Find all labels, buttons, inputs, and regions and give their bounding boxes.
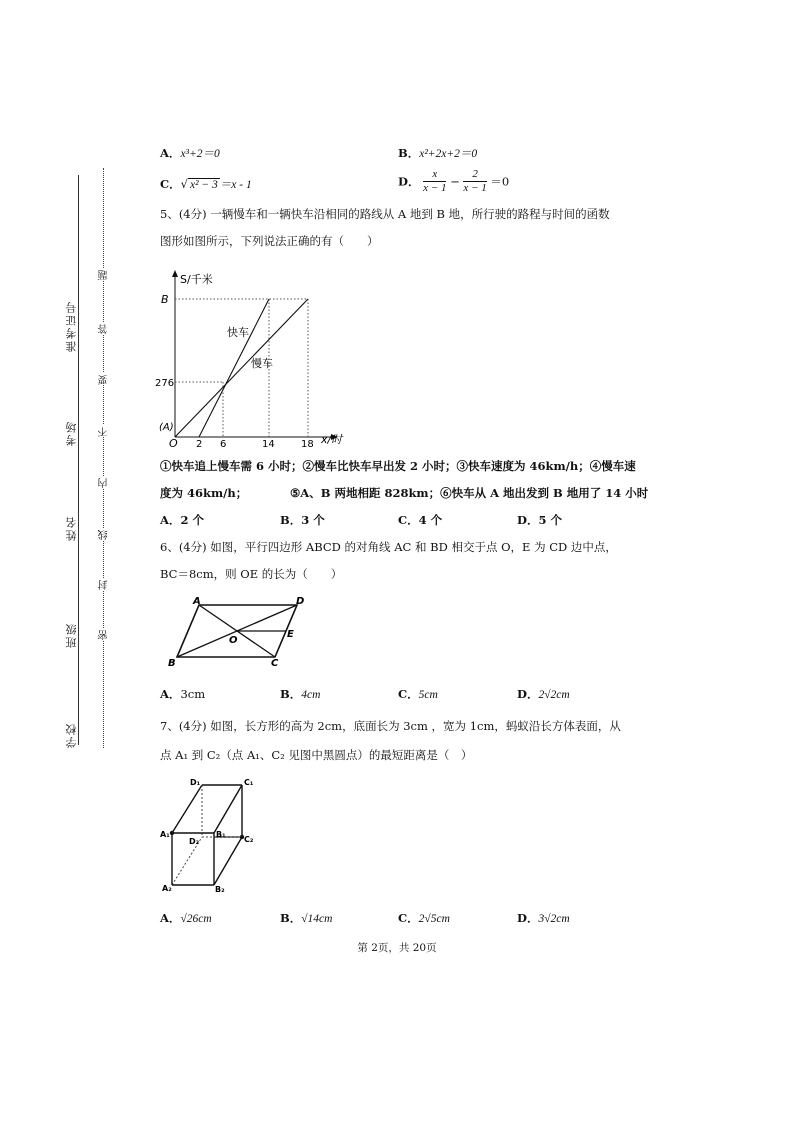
q6-option-b bbox=[280, 686, 320, 703]
q5-option-b bbox=[280, 512, 325, 528]
q4-option-a bbox=[160, 145, 220, 162]
q4-option-d bbox=[398, 168, 509, 195]
q6-option-c bbox=[398, 686, 438, 703]
option-label: A． bbox=[160, 687, 181, 701]
q6-option-a bbox=[160, 686, 205, 702]
fraction bbox=[463, 168, 486, 195]
seal-char: 线 bbox=[99, 528, 110, 540]
slow-car-line bbox=[175, 299, 308, 437]
option-label: B． bbox=[280, 513, 302, 527]
label-school: 学校 bbox=[65, 722, 78, 748]
minus-sign: − bbox=[450, 174, 460, 189]
label-B1: B₁ bbox=[216, 830, 226, 839]
label-exam-number: 准考证号 bbox=[65, 300, 78, 352]
q7-cuboid bbox=[158, 775, 268, 895]
y-axis-arrow-icon bbox=[172, 270, 178, 277]
option-text: 3 个 bbox=[301, 513, 325, 527]
option-text: √26cm bbox=[180, 913, 212, 925]
x-axis-label: x/时 bbox=[321, 433, 343, 446]
q6-option-d bbox=[517, 686, 570, 703]
denominator: x − 1 bbox=[463, 182, 487, 194]
option-label: D． bbox=[517, 513, 539, 527]
option-text: 4 个 bbox=[418, 513, 443, 527]
option-label: A． bbox=[160, 146, 181, 160]
edge-B1C1 bbox=[214, 785, 242, 833]
option-label: B． bbox=[398, 146, 420, 160]
option-label: D． bbox=[398, 174, 420, 189]
origin-label: O bbox=[169, 437, 178, 450]
point-A: A bbox=[193, 596, 201, 607]
numerator: x bbox=[423, 168, 446, 182]
fast-car-label: 快车 bbox=[227, 326, 249, 339]
point-O: O bbox=[229, 635, 238, 646]
label-A1: A₁ bbox=[160, 830, 170, 839]
q5-option-a bbox=[160, 512, 204, 528]
option-text: x²+2x+2＝0 bbox=[419, 148, 478, 160]
label-name: 姓名 bbox=[65, 515, 78, 541]
point-B: B bbox=[168, 658, 176, 669]
x-tick: 6 bbox=[220, 439, 227, 450]
page-footer: 第 2页，共 20页 bbox=[357, 942, 437, 954]
binding-solid-line bbox=[78, 175, 79, 745]
option-label: C． bbox=[398, 911, 419, 925]
x-tick: 18 bbox=[301, 439, 314, 450]
q5-statements-line2b: ⑤A、B 两地相距 828km；⑥快车从 A 地出发到 B 地用了 14 小时 bbox=[290, 486, 649, 500]
seal-char: 要 bbox=[99, 373, 110, 385]
slow-car-label: 慢车 bbox=[251, 357, 273, 370]
q6-stem-line2: BC＝8cm，则 OE 的长为（ ） bbox=[160, 567, 343, 581]
point-C: C bbox=[271, 658, 279, 669]
option-label: B． bbox=[280, 911, 302, 925]
q5-statements-line1: ①快车追上慢车需 6 小时；②慢车比快车早出发 2 小时；③快车速度为 46km/h；④慢车速 bbox=[160, 459, 636, 473]
x-tick: 2 bbox=[196, 439, 203, 450]
q5-option-d bbox=[517, 512, 562, 528]
q6-stem-line1: 6、(4分) 如图，平行四边形 ABCD 的对角线 AC 和 BD 相交于点 O，E 为 CD 边中点， bbox=[160, 540, 617, 554]
denominator: x − 1 bbox=[423, 182, 447, 194]
seal-char: 密 bbox=[99, 628, 110, 640]
q7-option-b bbox=[280, 910, 332, 927]
y-tick-A: (A) bbox=[159, 422, 174, 433]
label-exam-room: 考场 bbox=[65, 420, 78, 446]
option-text: ＝x - 1 bbox=[219, 179, 252, 191]
seal-char: 内 bbox=[99, 476, 110, 488]
edge-B2C2 bbox=[214, 837, 242, 885]
option-text: 5cm bbox=[418, 689, 438, 701]
q5-stem-line2: 图形如图所示，下列说法正确的有（ ） bbox=[160, 234, 379, 248]
q5-statements-line2a: 度为 46km/h； bbox=[160, 486, 248, 500]
q7-option-d bbox=[517, 910, 570, 927]
seal-char: 不 bbox=[99, 425, 110, 437]
edge-A1D1 bbox=[172, 785, 202, 833]
label-B2: B₂ bbox=[215, 885, 225, 894]
point-E: E bbox=[287, 629, 294, 640]
option-text: 3√2cm bbox=[538, 913, 570, 925]
option-label: C． bbox=[160, 177, 181, 191]
option-label: B． bbox=[280, 687, 302, 701]
sqrt-icon: √ bbox=[180, 177, 188, 191]
y-tick-B: B bbox=[161, 293, 169, 306]
x-tick: 14 bbox=[262, 439, 275, 450]
option-text: x³+2＝0 bbox=[180, 148, 220, 160]
option-text: 5 个 bbox=[538, 513, 562, 527]
numerator: 2 bbox=[463, 168, 486, 182]
option-label: D． bbox=[517, 687, 539, 701]
fraction bbox=[423, 168, 446, 195]
q7-stem-line1: 7、(4分) 如图，长方形的高为 2cm，底面长为 3cm ，宽为 1cm，蚂蚁沿长方体表面，从 bbox=[160, 719, 621, 733]
option-label: C． bbox=[398, 513, 419, 527]
label-class: 班级 bbox=[65, 622, 78, 648]
q7-option-c bbox=[398, 910, 450, 927]
point-D: D bbox=[296, 596, 305, 607]
radicand: x² − 3 bbox=[189, 179, 218, 191]
seal-char: 答 bbox=[99, 322, 110, 334]
q6-parallelogram bbox=[165, 595, 315, 670]
option-text: 4cm bbox=[301, 689, 321, 701]
option-text: 2 个 bbox=[180, 513, 204, 527]
q7-stem-line2: 点 A₁ 到 C₂（点 A₁、C₂ 见图中黑圆点）的最短距离是（ ） bbox=[160, 748, 473, 762]
q5-stem-line1: 5、(4分) 一辆慢车和一辆快车沿相同的路线从 A 地到 B 地，所行驶的路程与时间的函数 bbox=[160, 207, 610, 221]
option-label: C． bbox=[398, 687, 419, 701]
label-C2: C₂ bbox=[244, 835, 254, 844]
q5-option-c bbox=[398, 512, 442, 528]
option-text: ＝0 bbox=[490, 174, 510, 189]
label-C1: C₁ bbox=[244, 778, 254, 787]
label-D1: D₁ bbox=[190, 778, 201, 787]
option-label: A． bbox=[160, 911, 181, 925]
q7-option-a bbox=[160, 910, 212, 927]
y-tick-276: 276 bbox=[155, 378, 175, 389]
label-A2: A₂ bbox=[162, 884, 172, 893]
option-text: √14cm bbox=[301, 913, 333, 925]
binding-dotted-line bbox=[103, 168, 104, 748]
seal-char: 封 bbox=[99, 578, 110, 590]
option-label: A． bbox=[160, 513, 181, 527]
q5-graph bbox=[155, 265, 355, 450]
q4-option-b bbox=[398, 145, 477, 162]
option-text: 3cm bbox=[180, 687, 206, 701]
label-D2: D₂ bbox=[189, 837, 200, 846]
option-label: D． bbox=[517, 911, 539, 925]
y-axis-label: S/千米 bbox=[180, 273, 213, 286]
seal-char: 题 bbox=[99, 268, 110, 280]
option-text: 2√5cm bbox=[418, 913, 450, 925]
point-A1-dot-icon bbox=[170, 831, 174, 835]
q4-option-c bbox=[160, 176, 252, 193]
option-text: 2√2cm bbox=[538, 689, 570, 701]
